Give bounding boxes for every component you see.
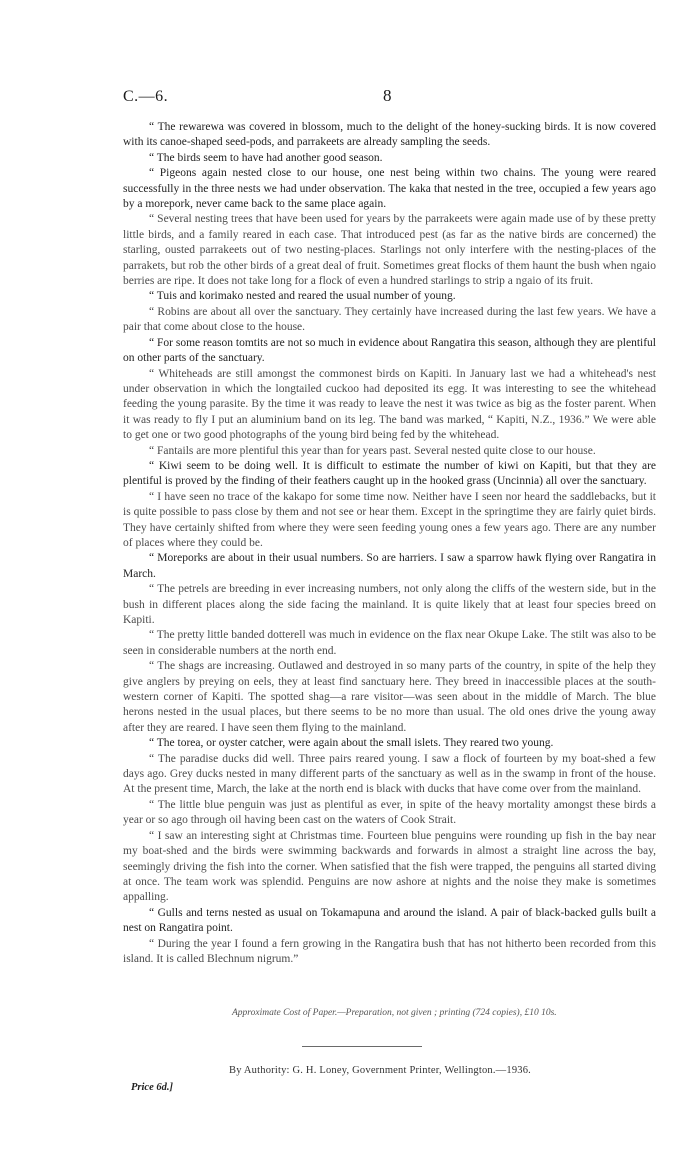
paragraph-petrels: “ The petrels are breeding in ever increasing numbers, not only along the cliffs of the western side, but in the bush in different places along the side facing the mainland. It is quite likely that at least four species breed on Kapiti.: [123, 583, 656, 626]
paragraph-whiteheads: “ Whiteheads are still amongst the commonest birds on Kapiti. In January last we had a whitehead's nest under observation in which the longtailed cuckoo had deposited its egg. It was interesting to see the whitehead feeding the young parasite. By the time it was ready to leave the nest it was twice as big as the foster parent. When it was ready to fly I put an aluminium band on its leg. The band was marked, “ Kapiti, N.Z., 1936.” We were able to get one or two good photographs of the young bird being fed by the whitehead.: [123, 367, 656, 442]
report-body: [123, 120, 656, 967]
paragraph-birds-season: “ The birds seem to have had another good season.: [149, 151, 383, 164]
paragraph-robins: “ Robins are about all over the sanctuary. They certainly have increased during the last few years. We have a pair that come about close to the house.: [123, 305, 656, 334]
footer-divider: [302, 1046, 422, 1047]
paragraph-tomtits: “ For some reason tomtits are not so much in evidence about Rangatira this season, although they are plentiful on other parts of the sanctuary.: [123, 336, 656, 365]
paragraph-penguins-christmas: “ I saw an interesting sight at Christmas time. Fourteen blue penguins were rounding up fish in the bay near my boat-shed and the birds were swimming backwards and forwards in almost a straight line across the bay, seemingly driving the fish into the corner. When satisfied that the fish were trapped, the penguins all started diving at once. The team work was splendid. Penguins are now ashore at nights and the noise they make is sometimes appalling.: [123, 829, 656, 904]
document-reference: C.—6.: [123, 88, 169, 105]
paragraph-tuis: “ Tuis and korimako nested and reared the usual number of young.: [149, 290, 456, 303]
paragraph-rewarewa: “ The rewarewa was covered in blossom, much to the delight of the honey-sucking birds. It is now covered with its canoe-shaped seed-pods, and parrakeets are already sampling the seeds.: [123, 121, 656, 149]
paragraph-gulls-terns: “ Gulls and terns nested as usual on Tokamapuna and around the island. A pair of black-backed gulls built a nest on Rangatira point.: [123, 906, 656, 935]
paragraph-fern: “ During the year I found a fern growing in the Rangatira bush that has not hitherto been recorded from this island. It is called Blechnum nigrum.”: [123, 937, 656, 965]
paragraph-torea: “ The torea, or oyster catcher, were again about the small islets. They reared two young.: [149, 737, 554, 750]
paragraph-shags: “ The shags are increasing. Outlawed and destroyed in so many parts of the country, in spite of the help they give anglers by preying on eels, they at least find sanctuary here. They breed in inaccessible places at the south-western corner of Kapiti. The spotted shag—a rare visitor—was seen about in the middle of March. The blue herons nested in the usual places, but there seems to be no more than usual. The old ones drive the young away after they are reared. I have seen them flying to the mainland.: [123, 660, 656, 734]
paragraph-fantails: “ Fantails are more plentiful this year than for years past. Several nested quite close to our house.: [149, 444, 596, 457]
price-label: Price 6d.]: [131, 1082, 173, 1093]
paragraph-parrakeets: “ Several nesting trees that have been used for years by the parrakeets were again made use of by these pretty little birds, and a family reared in each case. That introduced pest (as far as the native birds are concerned) the starling, ousted parrakeets out of two nesting-places. Starlings not only interfere with the nesting-places of the parrakets, but rob the other birds of a great deal of fruit. Sometimes great flocks of them haunt the bush when ngaio berries are ripe. It does not take long for a flock of even a hundred starlings to strip a ngaio of its fruit.: [123, 213, 656, 288]
paragraph-kakapo: “ I have seen no trace of the kakapo for some time now. Neither have I seen nor heard the saddlebacks, but it is quite possible to pass close by them and not see or hear them. Except in the springtime they are fairly quiet birds. They have certainly shifted from where they were seen feeding young ones a few years ago. There are any number of places where they could be.: [123, 490, 656, 549]
paragraph-moreporks: “ Moreporks are about in their usual numbers. So are harriers. I saw a sparrow hawk flying over Rangatira in March.: [123, 552, 656, 580]
paragraph-pigeons: “ Pigeons again nested close to our house, one nest being within two chains. The young were reared successfully in the three nests we had under observation. The kaka that nested in the tree, occupied a few years ago by a morepork, never came back to the same place again.: [123, 167, 656, 211]
paragraph-blue-penguin: “ The little blue penguin was just as plentiful as ever, in spite of the heavy mortality amongst these birds a year or so ago through oil having been cast on the waters of Cook Strait.: [123, 798, 656, 827]
printer-authority: By Authority: G. H. Loney, Government Printer, Wellington.—1936.: [229, 1065, 532, 1076]
paragraph-paradise-ducks: “ The paradise ducks did well. Three pairs reared young. I saw a flock of fourteen by my boat-shed a few days ago. Grey ducks nested in many different parts of the sanctuary as well as in the swamp in front of the house. At the present time, March, the lake at the north end is black with ducks that have come over from the mainland.: [123, 752, 656, 796]
page-number: 8: [383, 86, 392, 105]
paragraph-kiwi: “ Kiwi seem to be doing well. It is difficult to estimate the number of kiwi on Kapiti, but that they are plentiful is proved by the finding of their feathers caught up in the hooked grass (Uncinnia) all over the sanctuary.: [123, 459, 656, 488]
paragraph-dotterell: “ The pretty little banded dotterell was much in evidence on the flax near Okupe Lake. The stilt was also to be seen in considerable numbers at the north end.: [123, 629, 656, 657]
approximate-cost-note: Approximate Cost of Paper.—Preparation, not given ; printing (724 copies), £10 10s.: [232, 1008, 557, 1018]
